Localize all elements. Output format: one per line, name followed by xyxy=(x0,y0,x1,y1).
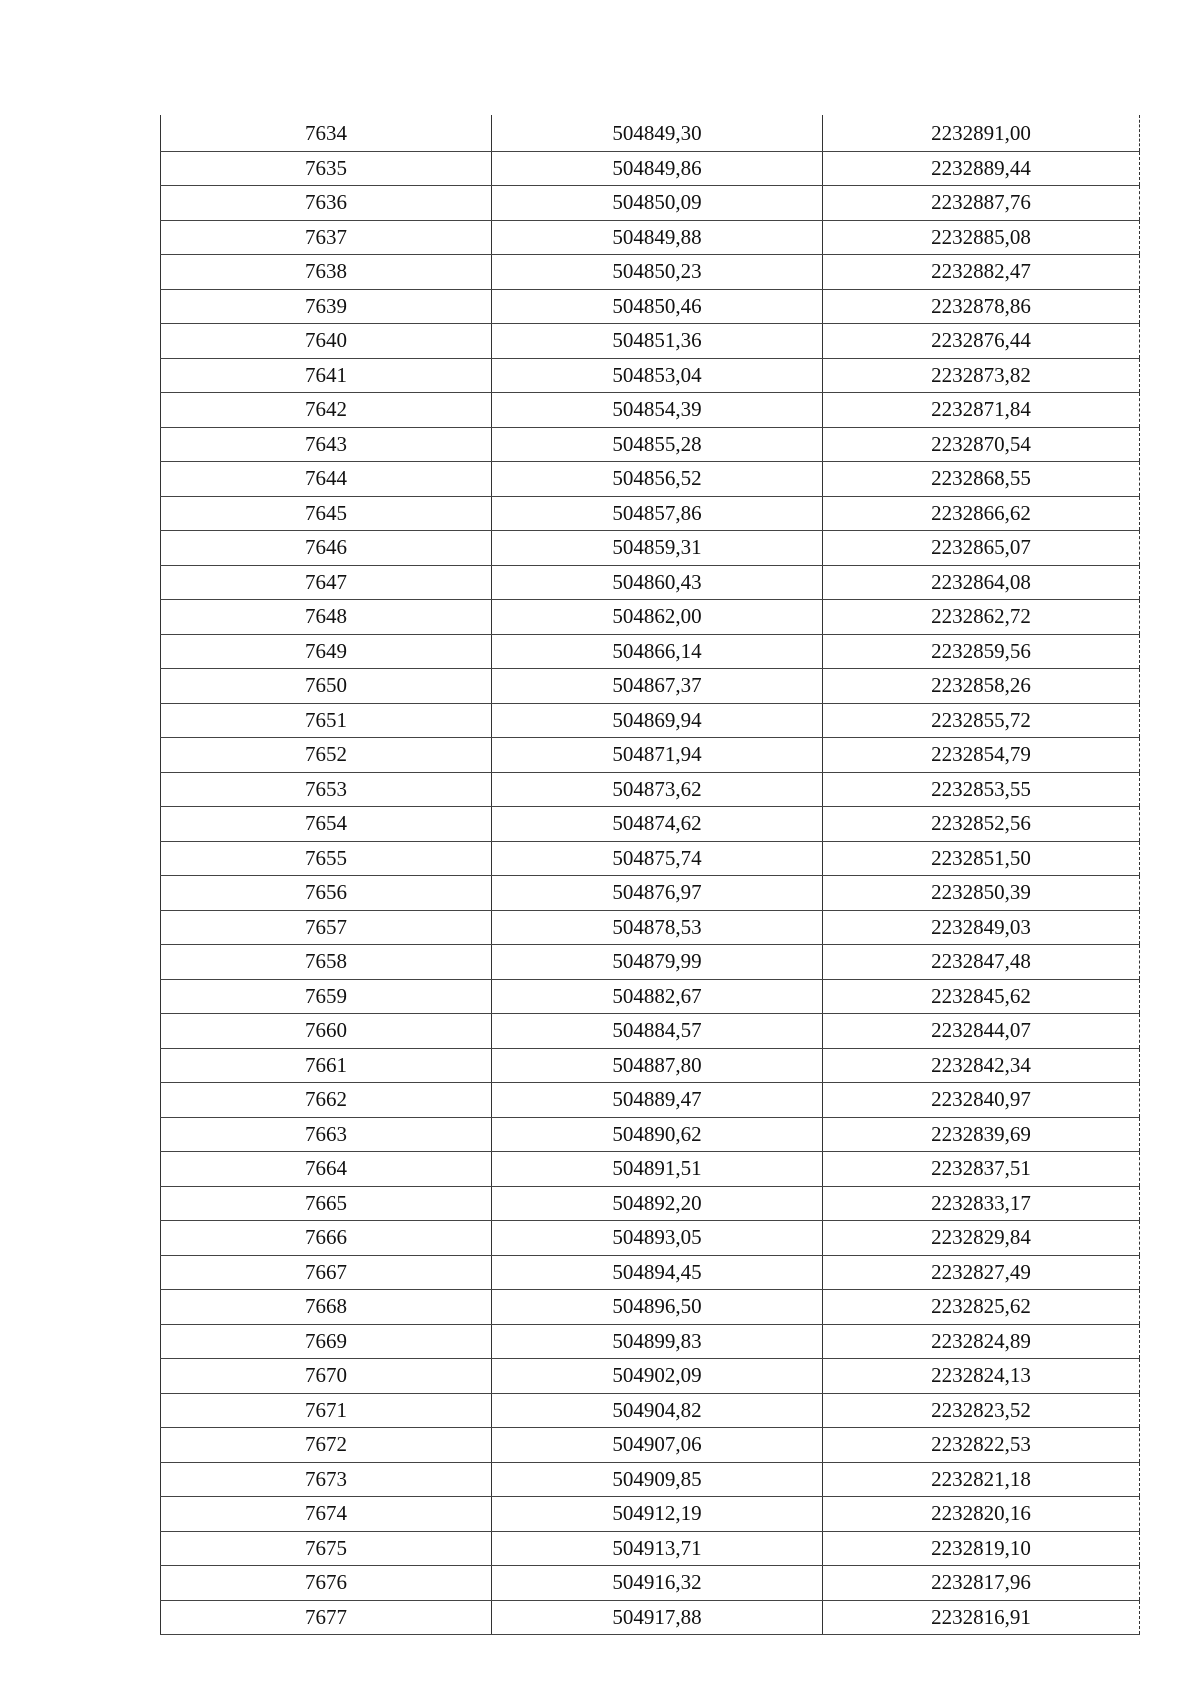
table-row xyxy=(161,634,1140,669)
table-row xyxy=(161,496,1140,531)
y-coordinate-cell: 2232876,44 xyxy=(823,324,1140,359)
point-number-cell: 7635 xyxy=(161,151,492,186)
point-number-cell: 7674 xyxy=(161,1497,492,1532)
x-coordinate-cell: 504857,86 xyxy=(492,496,823,531)
x-coordinate-cell: 504862,00 xyxy=(492,600,823,635)
x-coordinate-cell: 504849,30 xyxy=(492,115,823,151)
y-coordinate-cell: 2232885,08 xyxy=(823,220,1140,255)
x-coordinate-cell: 504884,57 xyxy=(492,1014,823,1049)
table-row xyxy=(161,1048,1140,1083)
x-coordinate-cell: 504917,88 xyxy=(492,1600,823,1635)
x-coordinate-cell: 504850,46 xyxy=(492,289,823,324)
y-coordinate-cell: 2232854,79 xyxy=(823,738,1140,773)
point-number-cell: 7647 xyxy=(161,565,492,600)
table-row xyxy=(161,1566,1140,1601)
x-coordinate-cell: 504849,88 xyxy=(492,220,823,255)
y-coordinate-cell: 2232882,47 xyxy=(823,255,1140,290)
y-coordinate-cell: 2232891,00 xyxy=(823,115,1140,151)
y-coordinate-cell: 2232873,82 xyxy=(823,358,1140,393)
y-coordinate-cell: 2232839,69 xyxy=(823,1117,1140,1152)
table-row xyxy=(161,393,1140,428)
point-number-cell: 7657 xyxy=(161,910,492,945)
x-coordinate-cell: 504879,99 xyxy=(492,945,823,980)
y-coordinate-cell: 2232824,89 xyxy=(823,1324,1140,1359)
point-number-cell: 7651 xyxy=(161,703,492,738)
point-number-cell: 7655 xyxy=(161,841,492,876)
y-coordinate-cell: 2232889,44 xyxy=(823,151,1140,186)
y-coordinate-cell: 2232851,50 xyxy=(823,841,1140,876)
table-row xyxy=(161,358,1140,393)
y-coordinate-cell: 2232852,56 xyxy=(823,807,1140,842)
point-number-cell: 7644 xyxy=(161,462,492,497)
point-number-cell: 7671 xyxy=(161,1393,492,1428)
x-coordinate-cell: 504892,20 xyxy=(492,1186,823,1221)
table-row xyxy=(161,910,1140,945)
table-row xyxy=(161,1117,1140,1152)
table-row xyxy=(161,669,1140,704)
table-row xyxy=(161,1428,1140,1463)
x-coordinate-cell: 504893,05 xyxy=(492,1221,823,1256)
x-coordinate-cell: 504854,39 xyxy=(492,393,823,428)
x-coordinate-cell: 504853,04 xyxy=(492,358,823,393)
table-row xyxy=(161,1324,1140,1359)
point-number-cell: 7646 xyxy=(161,531,492,566)
table-row xyxy=(161,1221,1140,1256)
point-number-cell: 7640 xyxy=(161,324,492,359)
y-coordinate-cell: 2232866,62 xyxy=(823,496,1140,531)
point-number-cell: 7664 xyxy=(161,1152,492,1187)
y-coordinate-cell: 2232858,26 xyxy=(823,669,1140,704)
point-number-cell: 7642 xyxy=(161,393,492,428)
point-number-cell: 7672 xyxy=(161,1428,492,1463)
table-row xyxy=(161,289,1140,324)
y-coordinate-cell: 2232862,72 xyxy=(823,600,1140,635)
y-coordinate-cell: 2232878,86 xyxy=(823,289,1140,324)
table-row xyxy=(161,807,1140,842)
x-coordinate-cell: 504876,97 xyxy=(492,876,823,911)
y-coordinate-cell: 2232864,08 xyxy=(823,565,1140,600)
point-number-cell: 7665 xyxy=(161,1186,492,1221)
point-number-cell: 7659 xyxy=(161,979,492,1014)
table-row xyxy=(161,186,1140,221)
y-coordinate-cell: 2232853,55 xyxy=(823,772,1140,807)
x-coordinate-cell: 504860,43 xyxy=(492,565,823,600)
point-number-cell: 7677 xyxy=(161,1600,492,1635)
point-number-cell: 7662 xyxy=(161,1083,492,1118)
x-coordinate-cell: 504889,47 xyxy=(492,1083,823,1118)
point-number-cell: 7643 xyxy=(161,427,492,462)
y-coordinate-cell: 2232842,34 xyxy=(823,1048,1140,1083)
table-row xyxy=(161,1152,1140,1187)
point-number-cell: 7656 xyxy=(161,876,492,911)
y-coordinate-cell: 2232871,84 xyxy=(823,393,1140,428)
table-row xyxy=(161,427,1140,462)
table-row xyxy=(161,979,1140,1014)
y-coordinate-cell: 2232822,53 xyxy=(823,1428,1140,1463)
x-coordinate-cell: 504869,94 xyxy=(492,703,823,738)
table-row xyxy=(161,115,1140,151)
y-coordinate-cell: 2232820,16 xyxy=(823,1497,1140,1532)
table-row xyxy=(161,1462,1140,1497)
point-number-cell: 7667 xyxy=(161,1255,492,1290)
table-row xyxy=(161,738,1140,773)
x-coordinate-cell: 504913,71 xyxy=(492,1531,823,1566)
x-coordinate-cell: 504859,31 xyxy=(492,531,823,566)
point-number-cell: 7669 xyxy=(161,1324,492,1359)
point-number-cell: 7636 xyxy=(161,186,492,221)
point-number-cell: 7658 xyxy=(161,945,492,980)
point-number-cell: 7663 xyxy=(161,1117,492,1152)
y-coordinate-cell: 2232849,03 xyxy=(823,910,1140,945)
table-row xyxy=(161,876,1140,911)
x-coordinate-cell: 504912,19 xyxy=(492,1497,823,1532)
table-row xyxy=(161,1531,1140,1566)
x-coordinate-cell: 504849,86 xyxy=(492,151,823,186)
x-coordinate-cell: 504875,74 xyxy=(492,841,823,876)
table-row xyxy=(161,1014,1140,1049)
x-coordinate-cell: 504874,62 xyxy=(492,807,823,842)
point-number-cell: 7650 xyxy=(161,669,492,704)
x-coordinate-cell: 504887,80 xyxy=(492,1048,823,1083)
x-coordinate-cell: 504850,23 xyxy=(492,255,823,290)
x-coordinate-cell: 504882,67 xyxy=(492,979,823,1014)
point-number-cell: 7668 xyxy=(161,1290,492,1325)
x-coordinate-cell: 504856,52 xyxy=(492,462,823,497)
x-coordinate-cell: 504904,82 xyxy=(492,1393,823,1428)
y-coordinate-cell: 2232816,91 xyxy=(823,1600,1140,1635)
table-row xyxy=(161,703,1140,738)
table-row xyxy=(161,1290,1140,1325)
x-coordinate-cell: 504878,53 xyxy=(492,910,823,945)
point-number-cell: 7652 xyxy=(161,738,492,773)
y-coordinate-cell: 2232845,62 xyxy=(823,979,1140,1014)
table-row xyxy=(161,945,1140,980)
y-coordinate-cell: 2232859,56 xyxy=(823,634,1140,669)
x-coordinate-cell: 504902,09 xyxy=(492,1359,823,1394)
table-row xyxy=(161,324,1140,359)
y-coordinate-cell: 2232844,07 xyxy=(823,1014,1140,1049)
table-row xyxy=(161,220,1140,255)
table-row xyxy=(161,1393,1140,1428)
point-number-cell: 7654 xyxy=(161,807,492,842)
y-coordinate-cell: 2232850,39 xyxy=(823,876,1140,911)
table-row xyxy=(161,772,1140,807)
y-coordinate-cell: 2232819,10 xyxy=(823,1531,1140,1566)
y-coordinate-cell: 2232865,07 xyxy=(823,531,1140,566)
point-number-cell: 7637 xyxy=(161,220,492,255)
y-coordinate-cell: 2232855,72 xyxy=(823,703,1140,738)
x-coordinate-cell: 504851,36 xyxy=(492,324,823,359)
table-row xyxy=(161,531,1140,566)
x-coordinate-cell: 504855,28 xyxy=(492,427,823,462)
x-coordinate-cell: 504890,62 xyxy=(492,1117,823,1152)
table-row xyxy=(161,151,1140,186)
point-number-cell: 7666 xyxy=(161,1221,492,1256)
y-coordinate-cell: 2232821,18 xyxy=(823,1462,1140,1497)
table-row xyxy=(161,1255,1140,1290)
table-row xyxy=(161,1497,1140,1532)
point-number-cell: 7660 xyxy=(161,1014,492,1049)
x-coordinate-cell: 504894,45 xyxy=(492,1255,823,1290)
y-coordinate-cell: 2232833,17 xyxy=(823,1186,1140,1221)
y-coordinate-cell: 2232824,13 xyxy=(823,1359,1140,1394)
point-number-cell: 7661 xyxy=(161,1048,492,1083)
table-row xyxy=(161,1600,1140,1635)
point-number-cell: 7653 xyxy=(161,772,492,807)
x-coordinate-cell: 504891,51 xyxy=(492,1152,823,1187)
table-row xyxy=(161,565,1140,600)
y-coordinate-cell: 2232868,55 xyxy=(823,462,1140,497)
x-coordinate-cell: 504909,85 xyxy=(492,1462,823,1497)
table-row xyxy=(161,1359,1140,1394)
coordinates-table-body xyxy=(161,115,1140,1635)
y-coordinate-cell: 2232829,84 xyxy=(823,1221,1140,1256)
table-row xyxy=(161,841,1140,876)
x-coordinate-cell: 504896,50 xyxy=(492,1290,823,1325)
x-coordinate-cell: 504871,94 xyxy=(492,738,823,773)
x-coordinate-cell: 504867,37 xyxy=(492,669,823,704)
y-coordinate-cell: 2232837,51 xyxy=(823,1152,1140,1187)
table-row xyxy=(161,600,1140,635)
y-coordinate-cell: 2232847,48 xyxy=(823,945,1140,980)
point-number-cell: 7675 xyxy=(161,1531,492,1566)
point-number-cell: 7634 xyxy=(161,115,492,151)
point-number-cell: 7648 xyxy=(161,600,492,635)
point-number-cell: 7676 xyxy=(161,1566,492,1601)
table-row xyxy=(161,1083,1140,1118)
x-coordinate-cell: 504899,83 xyxy=(492,1324,823,1359)
y-coordinate-cell: 2232870,54 xyxy=(823,427,1140,462)
point-number-cell: 7673 xyxy=(161,1462,492,1497)
table-row xyxy=(161,462,1140,497)
y-coordinate-cell: 2232823,52 xyxy=(823,1393,1140,1428)
table-row xyxy=(161,255,1140,290)
y-coordinate-cell: 2232827,49 xyxy=(823,1255,1140,1290)
point-number-cell: 7649 xyxy=(161,634,492,669)
y-coordinate-cell: 2232817,96 xyxy=(823,1566,1140,1601)
x-coordinate-cell: 504850,09 xyxy=(492,186,823,221)
point-number-cell: 7638 xyxy=(161,255,492,290)
x-coordinate-cell: 504916,32 xyxy=(492,1566,823,1601)
point-number-cell: 7641 xyxy=(161,358,492,393)
x-coordinate-cell: 504866,14 xyxy=(492,634,823,669)
y-coordinate-cell: 2232825,62 xyxy=(823,1290,1140,1325)
coordinates-table xyxy=(160,115,1140,1635)
point-number-cell: 7670 xyxy=(161,1359,492,1394)
x-coordinate-cell: 504873,62 xyxy=(492,772,823,807)
x-coordinate-cell: 504907,06 xyxy=(492,1428,823,1463)
table-row xyxy=(161,1186,1140,1221)
y-coordinate-cell: 2232840,97 xyxy=(823,1083,1140,1118)
point-number-cell: 7639 xyxy=(161,289,492,324)
y-coordinate-cell: 2232887,76 xyxy=(823,186,1140,221)
point-number-cell: 7645 xyxy=(161,496,492,531)
